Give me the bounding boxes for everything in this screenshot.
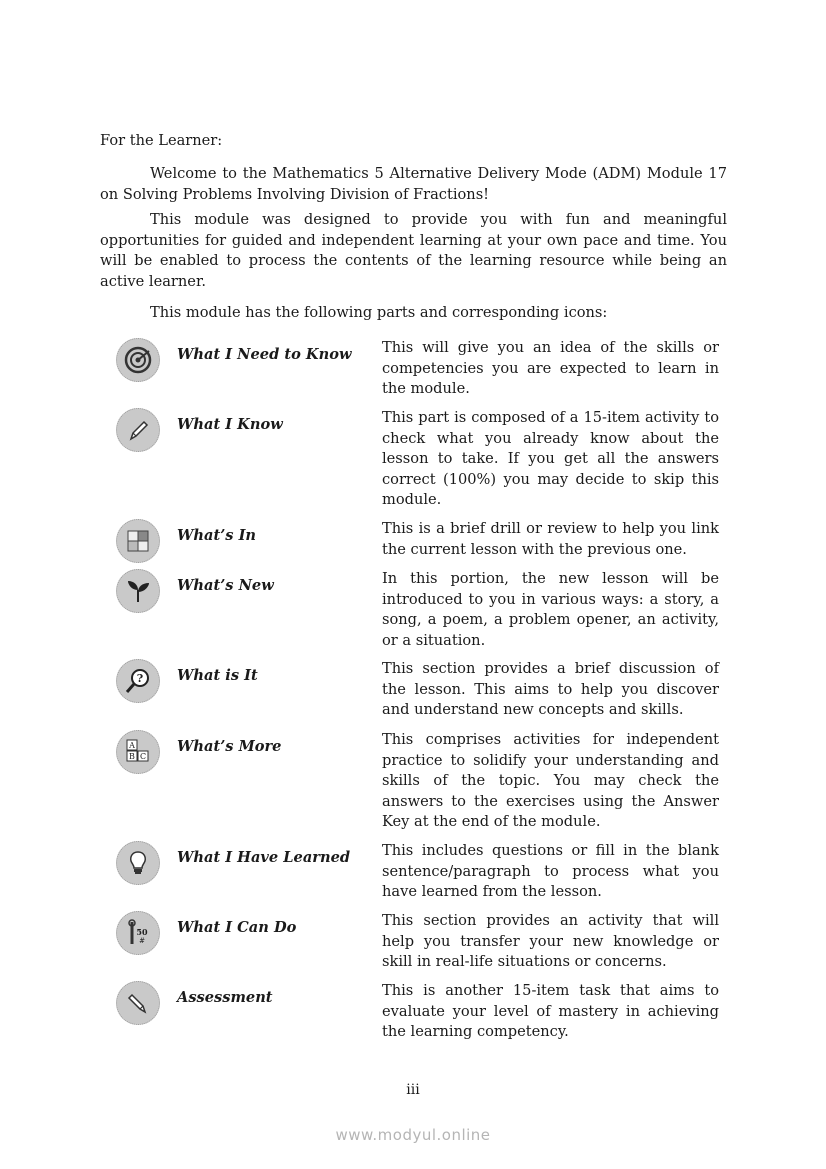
part-label: What is It xyxy=(177,667,258,684)
part-description: This is another 15-item task that aims to evaluate your level of mastery in achieving the learning competency. xyxy=(382,982,719,1041)
abc-blocks-icon xyxy=(116,730,160,774)
part-description: This is a brief drill or review to help you link the current lesson with the previous one. xyxy=(382,520,719,558)
welcome-paragraph: Welcome to the Mathematics 5 Alternative Delivery Mode (ADM) Module 17 on Solving Problems Involving Division of Fractions! xyxy=(100,165,727,203)
part-label: What’s New xyxy=(177,577,274,594)
section-heading: For the Learner: xyxy=(100,132,223,149)
part-label: What’s More xyxy=(177,738,282,755)
magnifier-question-icon xyxy=(116,659,160,703)
part-description: This part is composed of a 15-item activity to check what you already know about the lesson to take. If you get all the answers correct (100%) you may decide to skip this module. xyxy=(382,409,719,509)
part-label: Assessment xyxy=(177,989,273,1006)
svg-text:50: 50 xyxy=(136,927,148,937)
part-description: This will give you an idea of the skills or competencies you are expected to learn in the module. xyxy=(382,339,719,398)
part-description: This comprises activities for independent practice to solidify your understanding and skills of the topic. You may check the answers to the exercises using the Answer Key at the end of the module. xyxy=(382,731,719,831)
part-description: In this portion, the new lesson will be introduced to you in various ways: a story, a song, a poem, a problem opener, an activity, or a situation. xyxy=(382,570,719,649)
part-description: This includes questions or fill in the blank sentence/paragraph to process what you have learned from the lesson. xyxy=(382,842,719,901)
tools-icon xyxy=(116,911,160,955)
svg-text:C: C xyxy=(139,752,147,761)
part-label: What I Need to Know xyxy=(177,346,352,363)
page-number: iii xyxy=(406,1082,420,1098)
svg-text:A: A xyxy=(129,741,135,750)
svg-text:?: ? xyxy=(136,672,144,685)
puzzle-icon xyxy=(116,519,160,563)
pencil-icon xyxy=(116,981,160,1025)
part-label: What’s In xyxy=(177,527,257,544)
parts-intro: This module has the following parts and corresponding icons: xyxy=(150,304,608,321)
part-description: This section provides an activity that will help you transfer your new knowledge or skill in real-life situations or concerns. xyxy=(382,912,719,971)
svg-text:#: # xyxy=(139,937,145,945)
watermark: www.modyul.online xyxy=(335,1126,491,1144)
target-icon xyxy=(116,338,160,382)
svg-text:B: B xyxy=(129,752,135,761)
part-label: What I Have Learned xyxy=(177,849,351,866)
part-description: This section provides a brief discussion of the lesson. This aims to help you discover and understand new concepts and skills. xyxy=(382,660,719,719)
part-label: What I Know xyxy=(177,416,283,433)
part-label: What I Can Do xyxy=(177,919,297,936)
pencil-icon xyxy=(116,408,160,452)
sprout-icon xyxy=(116,569,160,613)
purpose-paragraph: This module was designed to provide you with fun and meaningful opportunities for guided and independent learning at your own pace and time. You will be enabled to process the contents of the learning resource while being an active learner. xyxy=(100,211,727,290)
lightbulb-icon xyxy=(116,841,160,885)
